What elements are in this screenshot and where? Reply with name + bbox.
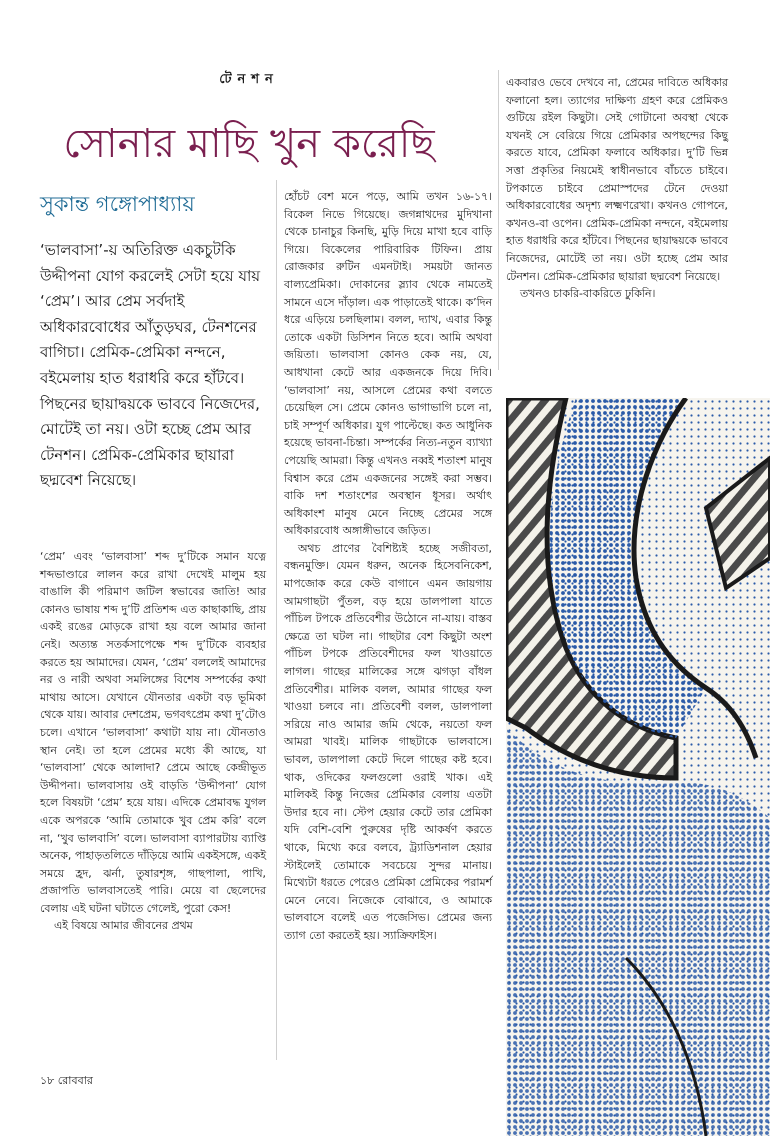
paragraph: একবারও ভেবে দেখবে না, প্রেমের দাবিতে অধিকার ফলানো হল। ত্যাগের দাক্ষিণ্য গ্রহণ করে প্রেমিকও গুটিয়ে রইল কিছুটা। সেই গোটানো অবস্থা থেকে যখনই সে বেরিয়ে গিয়ে প্রেমিকার অপছন্দের কিছু করতে যাবে, প্রেমিকা ফলাবে অধিকার। দু’টি ভিন্ন সত্তা প্রকৃতির নিয়মেই স্বাধীনভাবে বাঁচতে চাইবে। টপকাতে চাইবে প্রেমাস্পদের টেনে দেওয়া অধিকারবোধের অদৃশ্য লক্ষ্মণরেখা। কখনও গোপনে, কখনও-বা ওপেন। প্রেমিক-প্রেমিকা নন্দনে, বইমেলায় হাত ধরাধরি করে হাঁটবে। পিছনের ছায়াদ্বয়কে ভাববে নিজেদের, মোটেই তা নয়। ওটা হচ্ছে প্রেম আর টেনশন। প্রেমিক-প্রেমিকার ছায়ারা ছদ্মবেশ নিয়েছে। [506,76,728,283]
paragraph: তখনও চাকরি-বাকরিতে ঢুকিনি। [520,287,656,301]
paragraph: অথচ প্রাণের বৈশিষ্ট্যই হচ্ছে সজীবতা, বন্ধনমুক্তি। যেমন ধরুন, অনেক হিসেবনিকেশ, মাপজোক করে কেউ বাগানে এমন জায়গায় আমগাছটা পুঁতল, বড় হয়ে ডালপালা যাতে পাঁচিল টপকে প্রতিবেশীর উঠোনে না-যায়। বাস্তব ক্ষেত্রে তা ঘটল না। গাছটার বেশ কিছুটা অংশ পাঁচিল টপকে প্রতিবেশীদের ফল খাওয়াতে লাগল। গাছের মালিকের সঙ্গে ঝগড়া বাঁধল প্রতিবেশীর। মালিক বলল, আমার গাছের ফল খাওয়া চলবে না। প্রতিবেশী বলল, ডালপালা সরিয়ে নাও আমার জমি থেকে, নয়তো ফল আমরা খাবই। মালিক গাছটাকে ভালবাসে। ভাবল, ডালপালা কেটে দিলে গাছের কষ্ট হবে। থাক, ওদিকের ফলগুলো ওরাই খাক। এই মালিকই কিন্তু নিজের প্রেমিকার বেলায় এতটা উদার হবে না। স্টেপ হেয়ার কেটে তার প্রেমিকা যদি বেশি-বেশি পুরুষের দৃষ্টি আকর্ষণ করতে থাকে, মিথ্যে করে বলবে, ট্র্যাডিশনাল হেয়ার স্টাইলেই তোমাকে সবচেয়ে সুন্দর মানায়। মিথ্যেটা ধরতে পেরেও প্রেমিকা প্রেমিকের পরামর্শ মেনে নেবে। নিজেকে বোঝাবে, ও আমাকে ভালবাসে বলেই এত পজেসিভ। প্রেমের জন্য ত্যাগ তো করতেই হয়। স্যাক্রিফাইস। [284,541,492,942]
section-kicker: টেনশন [219,72,279,87]
pop-art-illustration [506,398,770,1136]
pull-quote: ‘ভালবাসা’-য় অতিরিক্ত একচুটকি উদ্দীপনা যোগ করলেই সেটা হয়ে যায় ‘প্রেম’। আর প্রেম সর্বদাই অধিকারবোধের আঁতুড়ঘর, টেনশনের বাগিচা। প্রেমিক-প্রেমিকা নন্দনে, বইমেলায় হাত ধরাধরি করে হাঁটবে। পিছনের ছায়াদ্বয়কে ভাববে নিজেদের, মোটেই তা নয়। ওটা হচ্ছে প্রেম আর টেনশন। প্রেমিক-প্রেমিকার ছায়ারা ছদ্মবেশ নিয়েছে। [40,241,261,490]
article-column-2 [284,188,492,945]
article-headline: সোনার মাছি খুন করেছি [63,121,435,167]
article-column-3 [506,74,728,303]
page-folio: ১৮ রোববার [40,1074,93,1087]
column-divider [498,70,499,370]
paragraph: ‘প্রেম’ এবং ‘ভালবাসা’ শব্দ দু’টিকে সমান যত্নে শব্দভাণ্ডারে লালন করে রাখা দেখেই মালুম হয় বাঙালি কী পরিমাণ জটিল স্বভাবের জাতি! আর কোনও ভাষায় শব্দ দু’টি প্রতিশব্দ এত কাছাকাছি, প্রায় একই রঙের মোড়কে রাখা হয় বলে আমার জানা নেই। অত্যন্ত সতর্কসাপেক্ষে শব্দ দু’টিকে ব্যবহার করতে হয় আমাদের। যেমন, ‘প্রেম’ বললেই আমাদের নর ও নারী অথবা সমলিঙ্গের বিশেষ সম্পর্কের কথা মাথায় আসে। যেখানে যৌনতার একটা বড় ভূমিকা থেকে যায়। আবার দেশপ্রেম, ভগবৎপ্রেম কথা দু’টোও চলে। এখানে ‘ভালবাসা’ কথাটা যায় না। যৌনতাও স্থান নেই। তা হলে প্রেমের মধ্যে কী আছে, যা ‘ভালবাসা’ থেকে আলাদা? প্রেমে আছে কেন্দ্রীভূত উদ্দীপনা। ভালবাসায় ওই বাড়তি ‘উদ্দীপনা’ যোগ হলে বিষয়টা ‘প্রেম’ হয়ে যায়। এদিকে প্রেমাবদ্ধ যুগল একে অপরকে ‘আমি তোমাকে খুব প্রেম করি’ বলে না, ‘খুব ভালবাসি’ বলে। ভালবাসা ব্যাপারটায় ব্যাপ্তি অনেক, পাহাড়তলিতে দাঁড়িয়ে আমি একইসঙ্গে, একই সময়ে হ্রদ, ঝর্না, তুষারশৃঙ্গ, গাছপালা, পাখি, প্রজাপতি ভালবাসতেই পারি। মেয়ে বা ছেলেদের বেলায় এই ঘটনা ঘটাতে গেলেই, পুরো কেস! [40,550,266,915]
article-column-1 [40,548,266,935]
paragraph: হোঁচট বেশ মনে পড়ে, আমি তখন ১৬-১৭। বিকেল নিভে গিয়েছে। জগন্নাথদের মুদিখানা থেকে চানাচুর কিনছি, মুড়ি দিয়ে মাখা হবে বাড়ি গিয়ে। বিকেলের পারিবারিক টিফিন। প্রায় রোজকার রুটিন এমনটাই। সময়টা জানত বাল্যপ্রেমিকা। দোকানের স্ল্যাব থেকে নামতেই সামনে এসে দাঁড়াল। এক পাড়াতেই থাকে। ক’দিন ধরে এড়িয়ে চলছিলাম। বলল, দ্যাখ, এবার কিন্তু তোকে একটা ডিসিশন নিতে হবে। আমি অথবা জয়িতা। ভালবাসা কোনও কেক নয়, যে, আধখানা কেটে আর একজনকে দিয়ে দিবি। ‘ভালবাসা’ নয়, আসলে প্রেমের কথা বলতে চেয়েছিল সে। প্রেমে কোনও ভাগাভাগি চলে না, চাই সম্পূর্ণ অধিকার। যুগ পাল্টেছে। কত আধুনিক হয়েছে ভাবনা-চিন্তা। সম্পর্কের নিত্য-নতুন ব্যাখ্যা পেয়েছি আমরা। কিন্তু এখনও নব্বই শতাংশ মানুষ বিশ্বাস করে প্রেম একজনের সঙ্গেই করা সম্ভব। বাকি দশ শতাংশের অবস্থান ধূসর। অর্থাৎ অধিকাংশ মানুষ মেনে নিচ্ছে প্রেমের সঙ্গে অধিকারবোধ অঙ্গাঙ্গীভাবে জড়িত। [284,190,492,538]
paragraph: এই বিষয়ে আমার জীবনের প্রথম [54,919,193,933]
author-byline: সুকান্ত গঙ্গোপাধ্যায় [40,192,195,216]
column-divider [276,180,277,1060]
